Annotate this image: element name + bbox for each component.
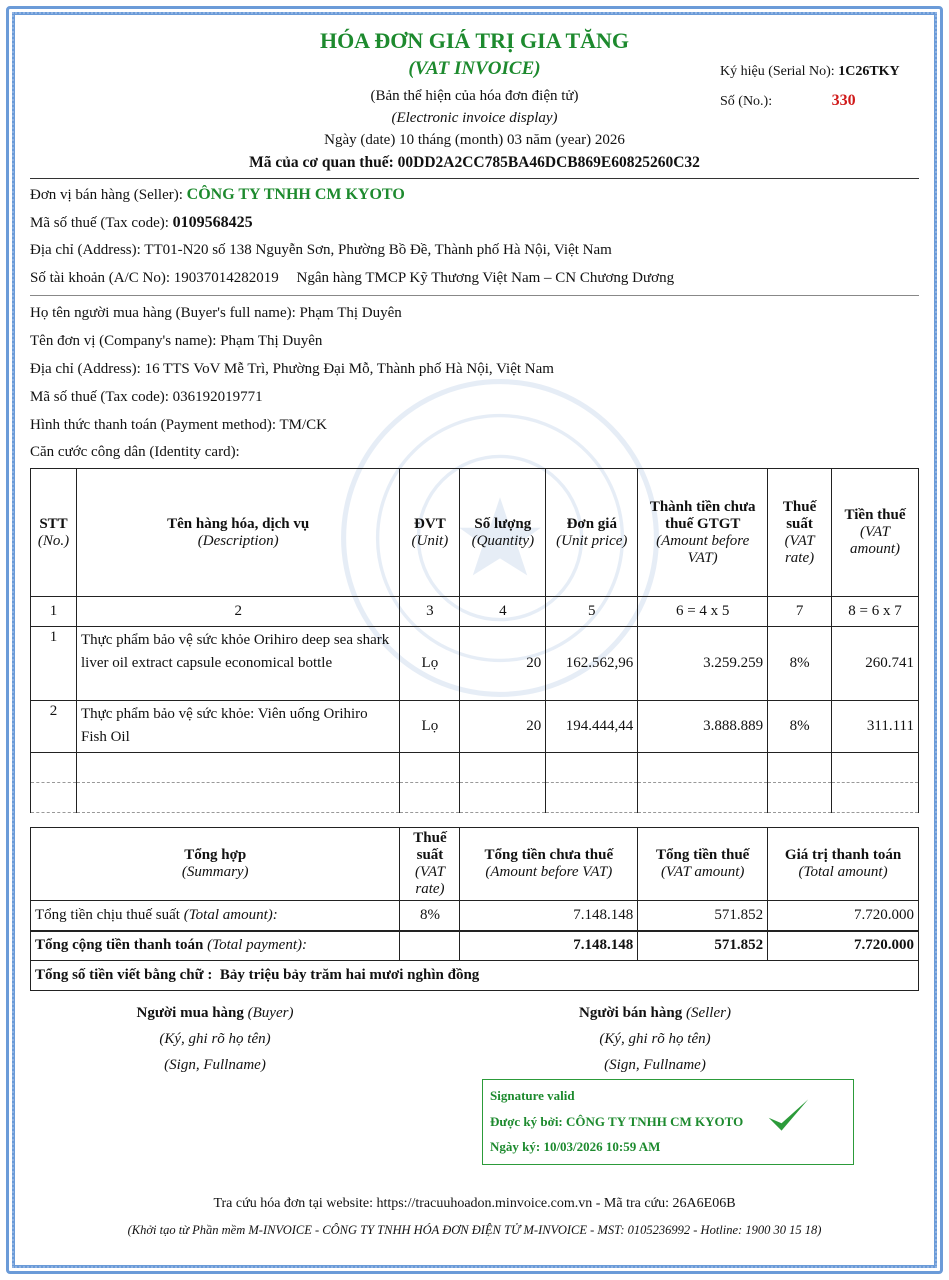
total-before: 7.148.148	[460, 931, 638, 961]
display-en: (Electronic invoice display)	[391, 110, 558, 126]
buyer-identity-label: Căn cước công dân (Identity card):	[30, 444, 240, 460]
header-amount: Thành tiền chưa thuế GTGT (Amount before VAT)	[638, 469, 768, 597]
seller-name-row	[30, 186, 405, 204]
seller-tax: 0109568425	[172, 214, 253, 231]
index-row	[31, 597, 919, 627]
seller-signature: Người bán hàng (Seller) (Ký, ghi rõ họ tên) (Sign, Fullname)	[579, 1005, 731, 1073]
buyer-identity-row	[30, 444, 240, 461]
buyer-tax-row	[30, 389, 263, 406]
index-cell: 8 = 6 x 7	[832, 597, 919, 627]
divider	[30, 295, 919, 296]
buyer-name-row	[30, 305, 402, 322]
item-vat: 311.111	[832, 701, 919, 753]
seller-bank: Ngân hàng TMCP Kỹ Thương Việt Nam – CN Chương Dương	[296, 270, 675, 286]
buyer-payment-label: Hình thức thanh toán (Payment method):	[30, 417, 276, 433]
table-row	[31, 701, 919, 753]
item-price: 162.562,96	[546, 627, 638, 701]
item-amount: 3.888.889	[638, 701, 768, 753]
invoice-number: 330	[831, 92, 856, 109]
header-quantity: Số lượng (Quantity)	[460, 469, 546, 597]
signature-valid: Signature valid	[490, 1088, 575, 1103]
seller-tax-row	[30, 214, 253, 232]
item-description: Thực phẩm bảo vệ sức khỏe Orihiro deep sea shark liver oil extract capsule economical bottle	[76, 627, 399, 701]
buyer-company-row	[30, 333, 322, 350]
seller-name: CÔNG TY TNHH CM KYOTO	[186, 186, 405, 203]
index-cell: 7	[768, 597, 832, 627]
item-no: 1	[31, 627, 77, 701]
seller-tax-label: Mã số thuế (Tax code):	[30, 215, 169, 231]
header-vat-amount: Tiền thuế (VAT amount)	[832, 469, 919, 597]
empty-row	[31, 783, 919, 813]
invoice-date: Ngày (date) 10 tháng (month) 03 năm (year) 2026	[324, 132, 625, 148]
buyer-address-label: Địa chỉ (Address):	[30, 361, 141, 377]
buyer-company: Phạm Thị Duyên	[220, 333, 323, 349]
index-cell: 1	[31, 597, 77, 627]
header-unit-price: Đơn giá (Unit price)	[546, 469, 638, 597]
number-label: Số (No.):	[720, 94, 773, 109]
seller-address-row	[30, 242, 612, 259]
item-quantity: 20	[460, 701, 546, 753]
checkmark-icon	[765, 1092, 811, 1138]
summary-vat-header: Tổng tiền thuế (VAT amount)	[638, 828, 768, 901]
seller-address: TT01-N20 số 138 Nguyễn Sơn, Phường Bồ Đề, Thành phố Hà Nội, Việt Nam	[144, 242, 612, 258]
header-rate: Thuế suất (VAT rate)	[768, 469, 832, 597]
summary-row-rate: 8%	[400, 901, 460, 931]
item-unit: Lọ	[400, 701, 460, 753]
seller-account-label: Số tài khoản (A/C No):	[30, 270, 170, 286]
amount-in-words: Tổng số tiền viết bằng chữ : Bảy triệu bảy trăm hai mươi nghìn đồng	[31, 961, 919, 991]
amount-in-words-row	[31, 961, 919, 991]
buyer-tax: 036192019771	[172, 389, 263, 405]
header-no: STT (No.)	[31, 469, 77, 597]
summary-row-before: 7.148.148	[460, 901, 638, 931]
invoice-title: HÓA ĐƠN GIÁ TRỊ GIA TĂNG	[319, 28, 630, 53]
signed-by: Được ký bởi: CÔNG TY TNHH CM KYOTO	[490, 1114, 744, 1129]
summary-rate-header: Thuế suất (VAT rate)	[400, 828, 460, 901]
total-row-label: Tổng cộng tiền thanh toán (Total payment):	[31, 931, 400, 961]
summary-row-label: Tổng tiền chịu thuế suất (Total amount):	[31, 901, 400, 931]
display-vi: (Bản thể hiện của hóa đơn điện tử)	[370, 88, 579, 104]
items-table	[30, 468, 919, 813]
item-price: 194.444,44	[546, 701, 638, 753]
buyer-signature: Người mua hàng (Buyer) (Ký, ghi rõ họ tên) (Sign, Fullname)	[136, 1005, 294, 1073]
buyer-tax-label: Mã số thuế (Tax code):	[30, 389, 169, 405]
summary-header-row	[31, 828, 919, 901]
number-block	[720, 92, 856, 110]
item-quantity: 20	[460, 627, 546, 701]
signed-date: Ngày ký: 10/03/2026 10:59 AM	[490, 1139, 661, 1154]
buyer-name: Phạm Thị Duyên	[299, 305, 402, 321]
invoice-subtitle: (VAT INVOICE)	[408, 58, 541, 79]
total-vat: 571.852	[638, 931, 768, 961]
lookup-info: Tra cứu hóa đơn tại website: https://tracuuhoadon.minvoice.com.vn - Mã tra cứu: 26A6E06B	[213, 1196, 736, 1211]
summary-row-total: 7.720.000	[768, 901, 919, 931]
summary-before-header: Tổng tiền chưa thuế (Amount before VAT)	[460, 828, 638, 901]
seller-address-label: Địa chỉ (Address):	[30, 242, 141, 258]
table-header-row	[31, 469, 919, 597]
buyer-address-row	[30, 361, 554, 378]
seller-account-row	[30, 270, 674, 287]
seller-account: 19037014282019	[173, 270, 279, 286]
summary-row	[31, 901, 919, 931]
item-amount: 3.259.259	[638, 627, 768, 701]
summary-total-header: Giá trị thanh toán (Total amount)	[768, 828, 919, 901]
index-cell: 2	[76, 597, 399, 627]
index-cell: 3	[400, 597, 460, 627]
buyer-address: 16 TTS VoV Mễ Trì, Phường Đại Mỗ, Thành phố Hà Nội, Việt Nam	[144, 361, 554, 377]
item-description: Thực phẩm bảo vệ sức khỏe: Viên uống Orihiro Fish Oil	[76, 701, 399, 753]
total-payment: 7.720.000	[768, 931, 919, 961]
seller-name-label: Đơn vị bán hàng (Seller):	[30, 187, 183, 203]
buyer-payment: TM/CK	[279, 417, 327, 433]
divider	[30, 178, 919, 179]
item-rate: 8%	[768, 701, 832, 753]
total-row	[31, 931, 919, 961]
item-rate: 8%	[768, 627, 832, 701]
summary-table	[30, 827, 919, 991]
item-unit: Lọ	[400, 627, 460, 701]
header-description: Tên hàng hóa, dịch vụ (Description)	[76, 469, 399, 597]
index-cell: 4	[460, 597, 546, 627]
serial-value: 1C26TKY	[838, 64, 900, 79]
software-info: (Khởi tạo từ Phần mềm M-INVOICE - CÔNG TY TNHH HÓA ĐƠN ĐIỆN TỬ M-INVOICE - MST: 0105236992 - Hotline: 1900 30 15 18)	[127, 1223, 822, 1237]
summary-header: Tổng hợp (Summary)	[31, 828, 400, 901]
authority-code: Mã của cơ quan thuế: 00DD2A2CC785BA46DCB869E60825260C32	[249, 154, 700, 171]
digital-signature-box[interactable]	[482, 1079, 854, 1165]
header-unit: ĐVT (Unit)	[400, 469, 460, 597]
serial-block	[720, 64, 900, 80]
index-cell: 5	[546, 597, 638, 627]
serial-label: Ký hiệu (Serial No):	[720, 64, 835, 79]
buyer-payment-row	[30, 417, 327, 434]
buyer-name-label: Họ tên người mua hàng (Buyer's full name):	[30, 305, 296, 321]
summary-row-vat: 571.852	[638, 901, 768, 931]
empty-row	[31, 753, 919, 783]
table-row	[31, 627, 919, 701]
index-cell: 6 = 4 x 5	[638, 597, 768, 627]
item-no: 2	[31, 701, 77, 753]
item-vat: 260.741	[832, 627, 919, 701]
buyer-company-label: Tên đơn vị (Company's name):	[30, 333, 217, 349]
